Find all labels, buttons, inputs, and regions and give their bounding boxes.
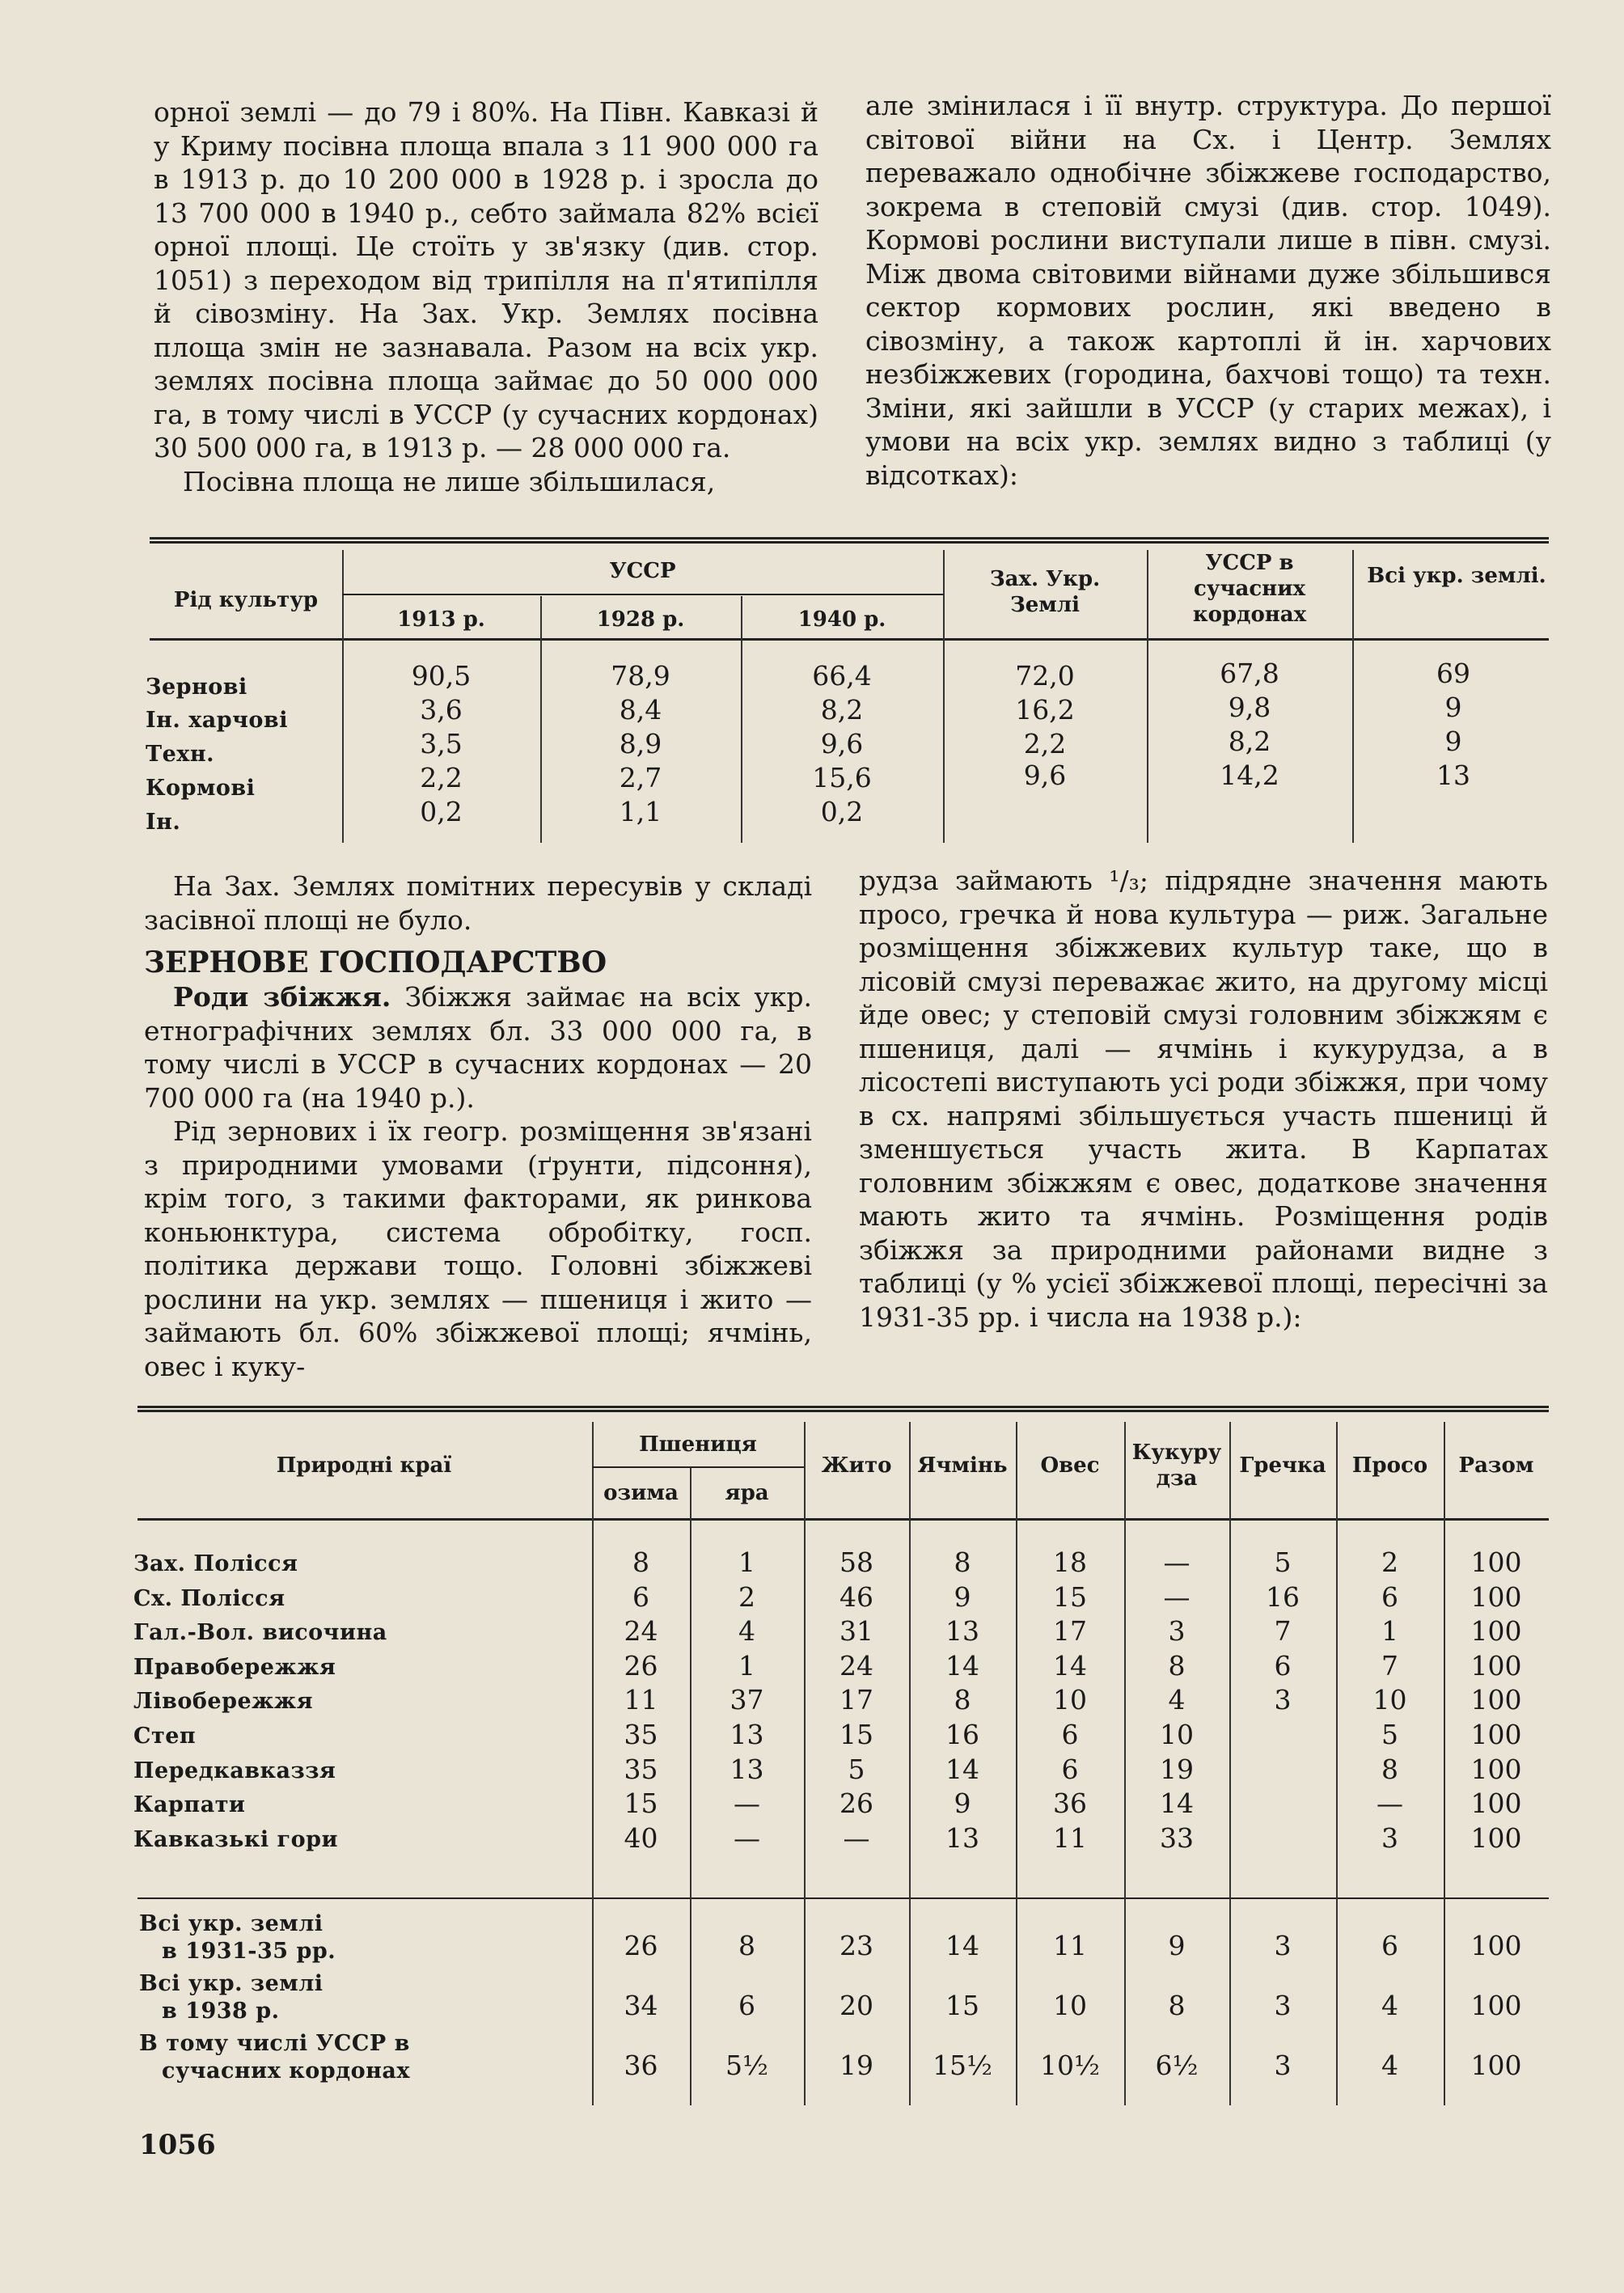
table-cell: 14 — [945, 1649, 979, 1682]
column-header: 1928 р. — [596, 607, 685, 632]
table-cell: 15 — [839, 1719, 873, 1750]
right-column-middle — [859, 864, 1548, 1334]
table-cell: 100 — [1470, 1990, 1522, 2021]
table-cell: 100 — [1470, 1684, 1522, 1716]
table-cell: 33 — [1160, 1821, 1194, 1854]
table-cell: 1 — [738, 1546, 755, 1578]
table-cell: 69 — [1436, 658, 1470, 689]
row-label: Передкавказзя — [133, 1758, 336, 1783]
table-cell: 11 — [1053, 1930, 1087, 1961]
table-cell: 9,8 — [1228, 692, 1271, 723]
table-cell: 17 — [1053, 1615, 1087, 1648]
column-header: Жито — [821, 1453, 892, 1478]
table-cell: 15 — [1053, 1580, 1087, 1613]
table-cell: 8 — [1168, 1649, 1186, 1682]
paragraph: На Зах. Землях помітних пересувів у складі засівної площі не було. — [144, 870, 812, 936]
row-label: Кавказькі гори — [133, 1826, 338, 1852]
table-cell: 36 — [1053, 1787, 1087, 1820]
row-label: Гал.-Вол. височина — [133, 1620, 387, 1646]
table-cell: 6 — [1381, 1580, 1398, 1613]
wheat-header-rule — [592, 1466, 804, 1468]
table-cell: 6 — [738, 1990, 755, 2021]
table-cell: — — [734, 1787, 760, 1820]
row-label: Всі укр. землі — [139, 1971, 324, 1996]
table-cell: 26 — [839, 1787, 873, 1820]
row-label: в 1931-35 рр. — [162, 1939, 336, 1964]
table-cell: 3 — [1274, 1684, 1292, 1716]
column-header: Просо — [1351, 1453, 1428, 1478]
paragraph: Збіжжя займає на всіх укр. етнографічних землях бл. 33 000 000 га, в тому числі в УССР в сучасних кордонах — 20 700 000 га (на 1940 р.). — [144, 981, 812, 1114]
table-cell: 78,9 — [611, 660, 670, 692]
table-cell: 100 — [1470, 1787, 1522, 1820]
table-cell: 8 — [954, 1684, 971, 1716]
table-cell: 13 — [730, 1719, 764, 1750]
table-cell: 14 — [1053, 1649, 1087, 1682]
table-cell: 10 — [1372, 1684, 1407, 1716]
table-cell: 1 — [738, 1649, 755, 1682]
column-header: 1940 р. — [797, 607, 886, 632]
table-cell: 9 — [954, 1787, 971, 1820]
table-cell: 14 — [1160, 1787, 1194, 1820]
table-cell: 2,2 — [420, 762, 463, 793]
table-cell: 23 — [839, 1930, 873, 1961]
table-cell: 100 — [1470, 1753, 1522, 1785]
page-number: 1056 — [139, 2129, 216, 2161]
ussr-header-rule — [342, 594, 943, 595]
table-cell: 100 — [1470, 1719, 1522, 1750]
column-header: Кукурудза — [1131, 1441, 1222, 1491]
table-cell: 6 — [1274, 1649, 1292, 1682]
table-cell: 10 — [1160, 1719, 1194, 1750]
table-cell: 9,6 — [1023, 759, 1067, 791]
table-cell: 100 — [1470, 1546, 1522, 1578]
table-cell: 6 — [1061, 1719, 1079, 1750]
table-cell: 19 — [1160, 1753, 1194, 1785]
table-cell: 1,1 — [619, 796, 662, 827]
table-cell: 100 — [1470, 1930, 1522, 1961]
table-cell: 10 — [1053, 1990, 1087, 2021]
table-cell: 4 — [1168, 1684, 1186, 1716]
table-cell: 15½ — [933, 2050, 992, 2081]
paragraph: Рід зернових і їх геогр. розміщення зв'язані з природними умовами (ґрунти, підсоння), крім того, з такими факторами, як ринкова коньюнктура, система обробітку, госп. політика держави тощо. Головні збіжжеві рослини на укр. землях — пшениця і жито — займають бл. 60% збіжжевої площі; ячмінь, овес і куку- — [144, 1115, 812, 1382]
table-cell: 66,4 — [812, 660, 872, 692]
table-cell: 13 — [945, 1821, 979, 1854]
paragraph: але змінилася і її внутр. структура. До першої світової війни на Сх. і Центр. Землях переважало однобічне збіжжеве господарство, зокрема в степовій смузі (див. стор. 1049). Кормові рослини виступали лише в півн. смузі. Між двома світовими війнами дуже збільшився сектор кормових рослин, які введено в сівозміну, а також картоплі й ін. харчових незбіжжевих (городина, бахчові тощо) та техн. Зміни, які зайшли в УССР (у старих межах), і умови на всіх укр. землях видно з таблиці (у відсотках): — [865, 90, 1551, 491]
table-cell: 13 — [1436, 759, 1470, 791]
table-cell: 8 — [632, 1546, 649, 1578]
table-cell: 19 — [839, 2050, 873, 2081]
column-header: УССР — [609, 559, 676, 583]
table-cell: 0,2 — [820, 796, 864, 827]
table-cell: 3 — [1274, 1990, 1292, 2021]
column-header: Природні краї — [276, 1453, 452, 1478]
runin-heading: Роди збіжжя. — [173, 981, 391, 1013]
table-top-rule — [150, 537, 1549, 544]
paragraph: Посівна площа не лише збільшилася, — [183, 465, 716, 497]
paragraph: рудза займають ¹/₃; підрядне значення мають просо, гречка й нова культура — риж. Загальне розміщення збіжжевих культур таке, що в лісовій смузі переважає жито, на другому місці йде овес; у степовій смузі головним збіжжям є пшениця, далі — ячмінь і кукурудза, а в лісостепі виступають усі роди збіжжя, при чому в сх. напрямі збільшується участь пшениці й зменшується участь жита. В Карпатах головним збіжжям є овес, додаткове значення мають жито та ячмінь. Розміщення родів збіжжя за природними районами видне з таблиці (у % усієї збіжжевої площі, пересічні за 1931-35 рр. і числа на 1938 р.): — [859, 865, 1548, 1333]
table-cell: 8,2 — [1228, 726, 1271, 757]
table-cell: 1 — [1381, 1615, 1398, 1648]
row-label: Ін. — [146, 810, 181, 835]
row-label: Правобережжя — [133, 1654, 336, 1680]
section-heading: ЗЕРНОВЕ ГОСПОДАРСТВО — [144, 946, 607, 979]
table-cell: 100 — [1470, 1649, 1522, 1682]
row-label: Всі укр. землі — [139, 1911, 324, 1936]
column-header: 1913 р. — [397, 607, 485, 632]
table-cell: 7 — [1381, 1649, 1398, 1682]
table-cell: 6 — [1061, 1753, 1079, 1785]
table-cell: 9,6 — [820, 728, 864, 759]
table-cell: 4 — [738, 1615, 755, 1648]
table-cell: 3 — [1274, 1930, 1292, 1961]
table-cell: 8 — [1168, 1990, 1186, 2021]
table-cell: 6 — [1381, 1930, 1398, 1961]
table-cell: 8,4 — [619, 694, 662, 726]
table-cell: 34 — [624, 1990, 658, 2021]
column-header: УССР в сучасних кордонах — [1192, 551, 1307, 627]
table-top-rule — [137, 1406, 1549, 1412]
table-cell: 14 — [945, 1930, 979, 1961]
table-cell: 26 — [624, 1930, 658, 1961]
table-cell: 8,9 — [619, 728, 662, 759]
column-header: Пшениця — [639, 1432, 757, 1457]
row-label: В тому числі УССР в — [139, 2031, 410, 2056]
table-cell: 0,2 — [420, 796, 463, 827]
table-cell: 24 — [624, 1615, 658, 1648]
table-cell: 2,2 — [1023, 728, 1067, 759]
table-cell: 8 — [1381, 1753, 1398, 1785]
table-cell: — — [1377, 1787, 1403, 1820]
row-label: сучасних кордонах — [162, 2058, 410, 2084]
column-header: Рід культур — [173, 588, 319, 612]
table-cell: 100 — [1470, 1615, 1522, 1648]
table-cell: 3,5 — [420, 728, 463, 759]
table-cell: 9 — [1444, 692, 1462, 723]
column-header: Гречка — [1239, 1453, 1326, 1478]
table-cell: 35 — [624, 1753, 658, 1785]
table-cell: 31 — [839, 1615, 873, 1648]
table-cell: 9 — [1444, 726, 1462, 757]
table-cell: 16 — [945, 1719, 979, 1750]
table-cell: 2 — [738, 1580, 755, 1613]
table-cell: 14 — [945, 1753, 979, 1785]
column-header: Овес — [1040, 1453, 1100, 1478]
table-cell: 8 — [738, 1930, 755, 1961]
table-cell: 13 — [945, 1615, 979, 1648]
column-header: яра — [725, 1481, 769, 1505]
table-cell: 15,6 — [812, 762, 872, 793]
header-bottom-rule — [150, 638, 1549, 641]
row-label: Степ — [133, 1724, 197, 1749]
table-cell: 18 — [1053, 1546, 1087, 1578]
row-label: Зернові — [146, 675, 247, 700]
table-cell: 8 — [954, 1546, 971, 1578]
table-cell: 5½ — [725, 2050, 768, 2081]
row-label: Кормові — [146, 776, 256, 801]
table-cell: 15 — [945, 1990, 979, 2021]
table-cell: 10½ — [1040, 2050, 1100, 2081]
row-label: Карпати — [133, 1792, 246, 1818]
column-header: Разом — [1458, 1453, 1534, 1478]
table-cell: 3 — [1381, 1821, 1398, 1854]
row-label: Зах. Полісся — [133, 1551, 298, 1576]
table-cell: 9 — [954, 1580, 971, 1613]
table-cell: 5 — [848, 1753, 865, 1785]
column-header: Ячмінь — [917, 1453, 1008, 1478]
table-cell: 3 — [1274, 2050, 1292, 2081]
table-cell: 4 — [1381, 2050, 1398, 2081]
table-cell: 16 — [1266, 1580, 1300, 1613]
table-cell: 46 — [839, 1580, 873, 1613]
row-label: в 1938 р. — [162, 1999, 280, 2024]
table-cell: 58 — [839, 1546, 873, 1578]
table-cell: 6 — [632, 1580, 649, 1613]
table-cell: 3 — [1168, 1615, 1186, 1648]
table-cell: 14,2 — [1220, 759, 1279, 791]
table-cell: — — [843, 1821, 870, 1854]
left-column-top — [154, 95, 818, 498]
table-cell: 3,6 — [420, 694, 463, 726]
table-cell: 36 — [624, 2050, 658, 2081]
table-cell: 20 — [839, 1990, 873, 2021]
table-cell: 4 — [1381, 1990, 1398, 2021]
table-cell: 13 — [730, 1753, 764, 1785]
table-cell: 15 — [624, 1787, 658, 1820]
table-cell: 11 — [1053, 1821, 1087, 1854]
table-cell: 90,5 — [411, 660, 472, 692]
table-cell: 16,2 — [1015, 694, 1075, 726]
row-label: Лівобережжя — [133, 1689, 314, 1715]
table-cell: 2 — [1381, 1546, 1398, 1578]
column-header: Всі укр. землі. — [1367, 564, 1546, 588]
column-header: озима — [603, 1481, 679, 1505]
table-cell: 10 — [1053, 1684, 1087, 1716]
table-cell: 7 — [1274, 1615, 1292, 1648]
left-column-middle — [144, 869, 812, 1383]
table-cell: 40 — [624, 1821, 658, 1854]
table-cell: — — [1163, 1580, 1191, 1613]
column-header: Зах. Укр. Землі — [989, 567, 1101, 617]
table-cell: 37 — [730, 1684, 764, 1716]
table-cell: 9 — [1168, 1930, 1186, 1961]
table-cell: — — [734, 1821, 760, 1854]
table-cell: 2,7 — [619, 762, 662, 793]
table-cell: 100 — [1470, 1821, 1522, 1854]
row-label: Сх. Полісся — [133, 1585, 285, 1611]
table-cell: 24 — [839, 1649, 873, 1682]
table-cell: 17 — [839, 1684, 873, 1716]
table-cell: 5 — [1381, 1719, 1398, 1750]
row-label: Ін. харчові — [146, 708, 288, 733]
right-column-top — [865, 89, 1551, 492]
row-label: Техн. — [146, 742, 215, 767]
table-cell: 6½ — [1155, 2050, 1199, 2081]
table-cell: 72,0 — [1015, 660, 1075, 692]
table-cell: 67,8 — [1220, 658, 1279, 689]
paragraph: орної землі — до 79 і 80%. На Півн. Кавказі й у Криму посівна площа впала з 11 900 000 га в 1913 р. до 10 200 000 в 1928 р. і зросла до 13 700 000 в 1940 р., себто займала 82% всієї орної площі. Це стоїть у зв'язку (див. стор. 1051) з переходом від трипілля на п'ятипілля й сівозміну. На Зах. Укр. Землях посівна площа змін не зазнавала. Разом на всіх укр. землях посівна площа займає до 50 000 000 га, в тому числі в УССР (у сучасних кордонах) 30 500 000 га, в 1913 р. — 28 000 000 га. — [154, 96, 818, 463]
table-cell: 100 — [1470, 2050, 1522, 2081]
table-cell: 5 — [1274, 1546, 1292, 1578]
table-cell: 8,2 — [820, 694, 864, 726]
table-cell: 11 — [624, 1684, 658, 1716]
table-cell: 35 — [624, 1719, 658, 1750]
table-cell: 26 — [624, 1649, 658, 1682]
table-cell: — — [1163, 1546, 1191, 1578]
table-cell: 100 — [1470, 1580, 1522, 1613]
